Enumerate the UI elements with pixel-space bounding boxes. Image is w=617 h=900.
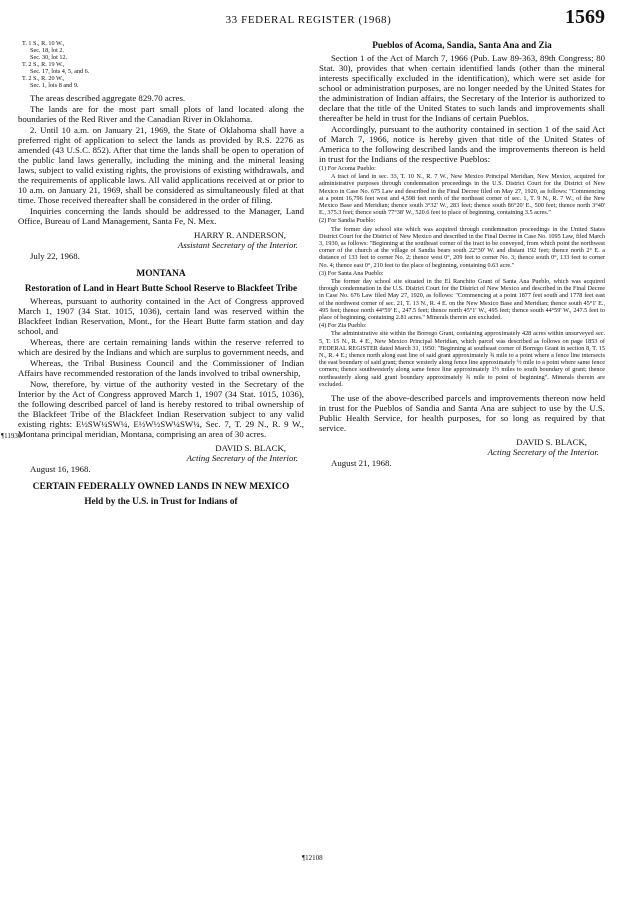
list-item: T. 2 S., R. 19 W., [22, 61, 65, 68]
pueblos-title: Pueblos of Acoma, Sandia, Santa Ana and Zia [372, 40, 552, 50]
item-heading: (4) For Zia Pueblo: [319, 322, 367, 330]
running-head: 33 FEDERAL REGISTER (1968) [225, 14, 392, 26]
land-list [18, 40, 304, 89]
signature-name: HARRY R. ANDERSON, [193, 230, 286, 240]
section-heading-montana: MONTANA [136, 269, 186, 279]
list-item: Sec. 30, lot 12. [30, 54, 68, 61]
paragraph: Inquiries concerning the lands should be addressed to the Manager, Land Office, Bureau of Land Management, Santa Fe, N. Mex. [18, 206, 304, 226]
list-item: T. 2 S., R. 20 W., [22, 75, 65, 82]
paragraph: Whereas, the Tribal Business Council and the Commissioner of Indian Affairs have recommended restoration of the lands involved to tribal ownership, [18, 358, 304, 378]
signature-title: Assistant Secretary of the Interior. [177, 240, 298, 250]
signature-date: July 22, 1968. [30, 251, 80, 261]
land-descriptions [319, 165, 605, 388]
item-text: The former day school site which was acquired through condemnation proceedings in the United States District Court for the District of New Mexico and described in the Final Decree in Case No. 1095 Law, filed March 3, 1930, as follows: "Beginning at the southeast corner of the tract to be conveyed, from which point the northwest corner of the church at the village of Sandia bears south 22°30' W. and distant 192 feet; thence north 2° E. a distance of 133 feet to corner No. 2; thence west 0°, 209 feet to corner No. 3; thence south 0°, 133 feet to corner No. 4; thence east 0°, 210 feet to the place of beginning, containing 0.63 acre." [319, 225, 605, 269]
section-heading-new-mexico: CERTAIN FEDERALLY OWNED LANDS IN NEW MEXICO [32, 482, 290, 492]
paragraph: The use of the above-described parcels and improvements thereon now held in trust for the Pueblos of Sandia and Santa Ana are subject to use by the U.S. Public Health Service, for health purposes, for so long as required by that service. [319, 393, 605, 434]
item-text: The former day school site situated in the El Ranchito Grant of Santa Ana Pueblo, which was acquired through condemnation in the U.S. District Court for the District of New Mexico and described in the Final Decree in Case No. 676 Law filed May 27, 1920, as follows: "Commencing at a point 1877 feet south and 1778 feet east of the northwest corner of sec. 21, T. 13 N., R. 4 E. on the New Mexico Base and Meridian; thence south 45°1' E., 495 feet; thence north 44°59' E., 247.5 feet; thence north 45°1' W., 495 feet; thence south 44°59' W., 247.5 feet to place of beginning, containing 2.81 acres." Minerals therein are excluded. [319, 278, 605, 322]
item-text: A tract of land in sec. 33, T. 10 N., R. 7 W., New Mexico Principal Meridian, New Mexico, acquired for administrative purposes through condemnation proceedings in the U.S. District Court for the District of New Mexico in Case No. 675 Law and described in the Final Decree filed on May 27, 1920, as follows: "Commencing at a point 16,796 feet west and 4,598 feet north of the northeast corner of sec. 1, T. 9 N., R. 7 W., of the New Mexico Base and Meridian; thence south 3°32' W., 283 feet; thence south 86°20' E., 500 feet; thence north 3°40' E., 375.3 feet; thence south 77°38' W., 520.6 feet to place of beginning, containing 3.5 acres." [319, 173, 605, 217]
item-heading: (2) For Sandia Pueblo: [319, 217, 376, 225]
margin-note: ¶12108 [302, 854, 323, 862]
signature-title: Acting Secretary of the Interior. [186, 453, 298, 463]
item-heading: (3) For Santa Ana Pueblo: [319, 269, 384, 277]
signature-date: August 21, 1968. [331, 458, 392, 469]
page-number: 1569 [565, 6, 605, 28]
paragraph: Accordingly, pursuant to the authority contained in section 1 of the said Act of March 7, 1966, notice is hereby given that title of the United States of America to the following described lands and the improvements thereon is held in trust for the Indians of the respective Pueblos: [319, 124, 605, 164]
left-column [18, 40, 304, 509]
montana-subtitle: Restoration of Land in Heart Butte School Reserve to Blackfeet Tribe [24, 283, 298, 293]
list-item: Sec. 17, lots 4, 5, and 6. [30, 68, 90, 75]
paragraph: The areas described aggregate 829.70 acres. [30, 93, 186, 103]
signature-date: August 16, 1968. [30, 464, 91, 474]
signature-name: DAVID S. BLACK, [516, 437, 587, 448]
item-heading: (1) For Acoma Pueblo: [319, 165, 376, 172]
list-item: Sec. 18, lot 2. [30, 47, 65, 54]
margin-note: ¶11936 [1, 432, 22, 440]
signature-title: Acting Secretary of the Interior. [487, 447, 599, 458]
paragraph: Now, therefore, by virtue of the authority vested in the Secretary of the Interior by the Act of Congress approved March 1, 1907 (34 Stat. 1015, 1036), the following described parcel of land is hereby restored to tribal ownership of the Blackfeet Tribe of the Blackfeet Indian Reservation subject to any valid existing rights: E½SW¼SW¼, E½W½SW¼SW¼, Sec. 7, T. 29 N., R. 9 W., Montana principal meridian, Montana, comprising an area of 30 acres. [18, 379, 304, 439]
paragraph: 2. Until 10 a.m. on January 21, 1969, the State of Oklahoma shall have a preferred right of application to select the lands as provided by R.S. 2276 as amended (43 U.S.C. 852). After that time the lands shall be open to operation of the public land laws generally, including the mining and the mineral leasing laws, subject to valid existing rights, the provisions of existing withdrawals, and the requirements of applicable laws. All valid applications received at or prior to 10 a.m. on January 21, 1969, shall be considered as simultaneously filed at that time. Those received thereafter shall be considered in the order of filing. [18, 125, 304, 205]
page-header [0, 6, 617, 32]
paragraph: The lands are for the most part small plots of land located along the boundaries of the Red River and the Canadian River in Oklahoma. [18, 104, 304, 124]
paragraph: Whereas, there are certain remaining lands within the reserve referred to which are desired by the Indians and which are surplus to government needs, and [18, 337, 304, 357]
paragraph: Section 1 of the Act of March 7, 1966 (Pub. Law 89-363, 89th Congress; 80 Stat. 30), provides that when certain identified lands (other than the mineral interests specifically excluded in the identification), which were set aside for school or administration purposes, are no longer needed by the United States for the administration of Indian affairs, the Secretary of the Interior is authorized to declare that the title of the United States to such lands and improvements shall thereafter be held in trust for the Indians of certain Pueblos. [319, 53, 605, 123]
list-item: T. 1 S., R. 10 W., [22, 40, 65, 47]
right-column [319, 40, 605, 468]
item-text: The administrative site within the Borrego Grant, containing approximately 428 acres within unsurveyed sec. 5, T. 15 N., R. 4 E., New Mexico Principal Meridian, which parcel was described as follows on page 1853 of FEDERAL REGISTER dated March 31, 1950: "Beginning at southeast corner of Borrego Grant in section 8, T. 15 N., R. 4 E.; thence north along east line of said grant approximately ¾ mile to a point where a fence line intersects the east boundary of said grant; thence westerly along fence line approximately ½ mile to a point where same fence corners; thence southwesterly along same fence line approximately 1½ miles to south boundary of grant; thence northeasterly along said grant boundary approximately ¾ mile to point of beginning". Minerals therein are excluded. [319, 330, 605, 388]
list-item: Sec. 1, lots 8 and 9. [30, 82, 79, 89]
paragraph: Whereas, pursuant to authority contained in the Act of Congress approved March 1, 1907 (34 Stat. 1015, 1036), certain land was reserved within the Blackfeet Indian Reservation, Mont., for the Heart Butte farm station and day school, and [18, 296, 304, 336]
signature-name: DAVID S. BLACK, [215, 443, 286, 453]
new-mexico-subtitle: Held by the U.S. in Trust for Indians of [84, 496, 238, 506]
